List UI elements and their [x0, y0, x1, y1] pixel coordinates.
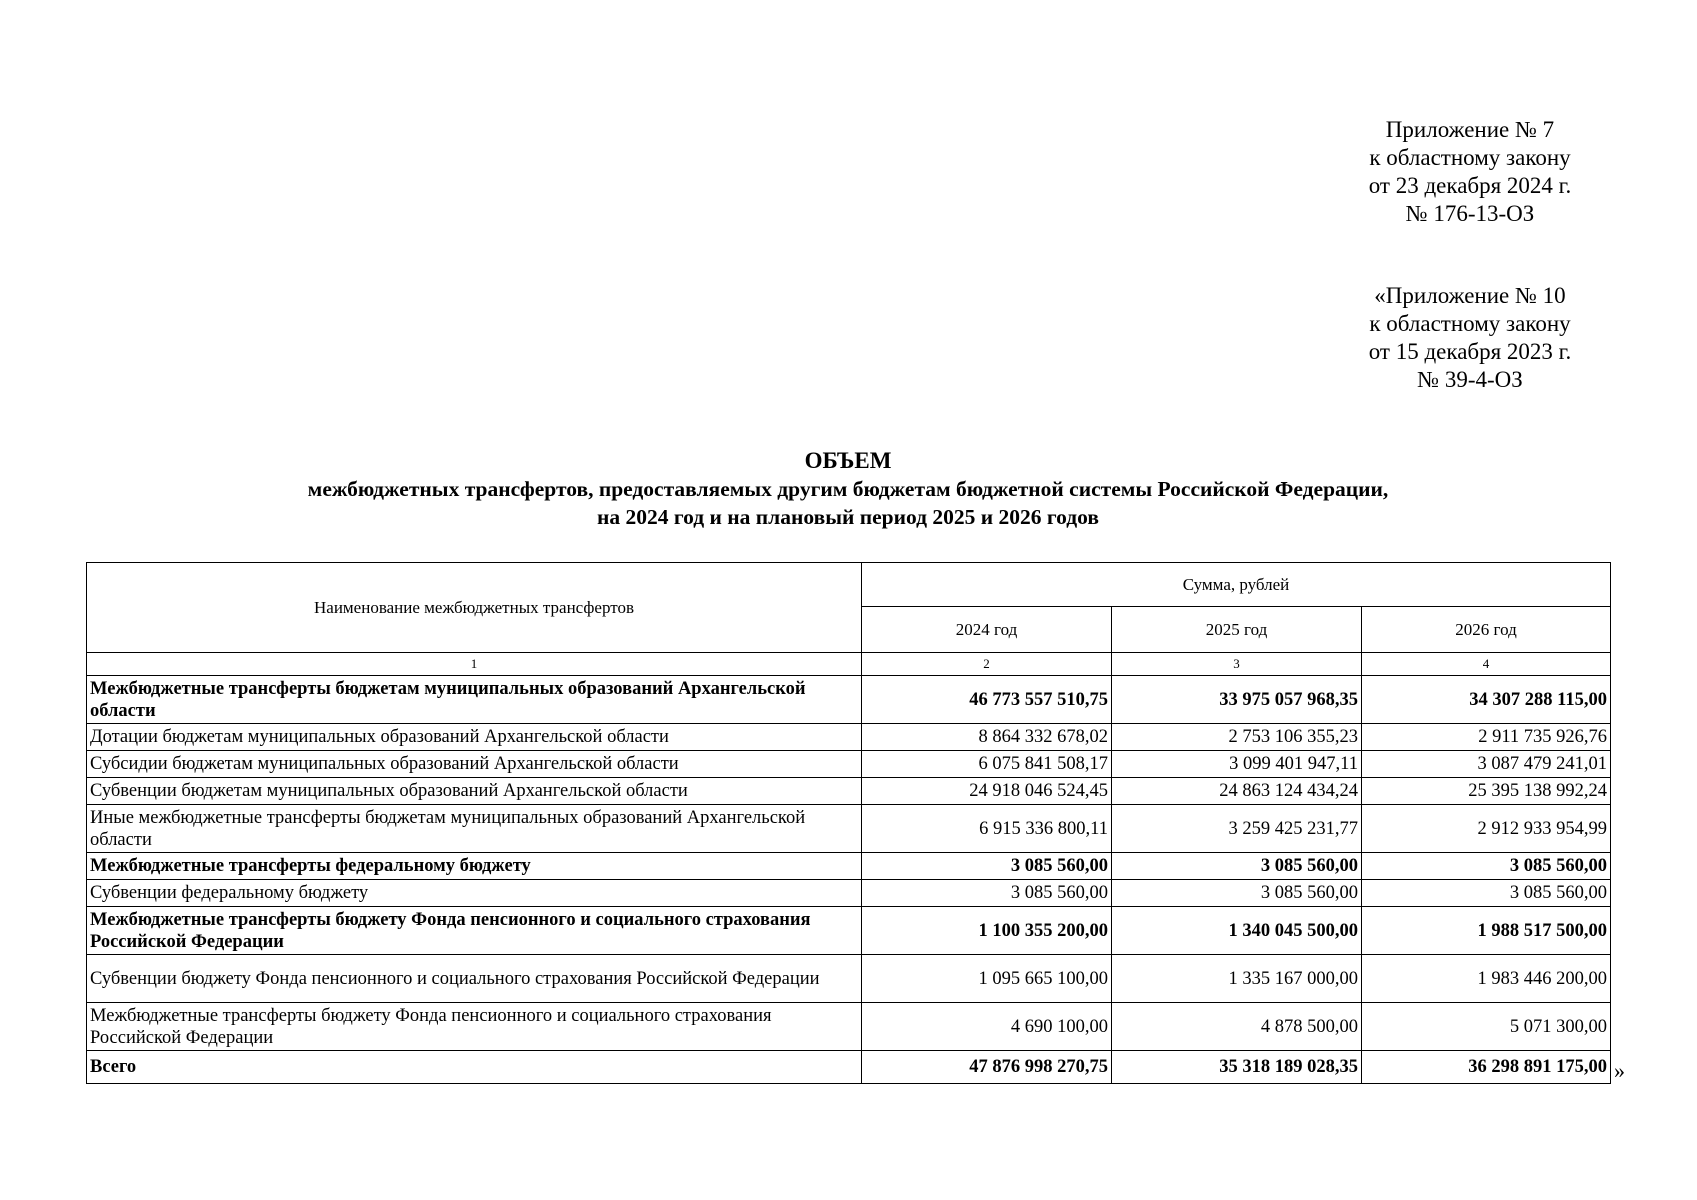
title-period: на 2024 год и на плановый период 2025 и 2026 годов	[597, 505, 1099, 529]
row-value-2024: 1 095 665 100,00	[862, 955, 1112, 1003]
row-value-2026: 5 071 300,00	[1362, 1003, 1611, 1051]
row-value-2026: 34 307 288 115,00	[1362, 676, 1611, 724]
row-value-2024: 6 915 336 800,11	[862, 805, 1112, 853]
closing-quote: »	[1614, 1058, 1625, 1083]
row-value-2024: 8 864 332 678,02	[862, 724, 1112, 751]
row-value-2025: 4 878 500,00	[1112, 1003, 1362, 1051]
appendix-original-line: к областному закону	[1369, 311, 1571, 336]
row-value-2024: 4 690 100,00	[862, 1003, 1112, 1051]
column-number: 4	[1362, 653, 1611, 676]
row-name: Всего	[87, 1051, 862, 1084]
row-name: Субвенции федеральному бюджету	[87, 880, 862, 907]
row-value-2024: 1 100 355 200,00	[862, 907, 1112, 955]
appendix-current-line: от 23 декабря 2024 г.	[1368, 173, 1572, 198]
appendix-original-line: от 15 декабря 2023 г.	[1368, 339, 1572, 364]
row-name: Дотации бюджетам муниципальных образований Архангельской области	[87, 724, 862, 751]
row-name: Межбюджетные трансферты бюджетам муниципальных образований Архангельской области	[87, 676, 862, 724]
title-subheading: межбюджетных трансфертов, предоставляемых другим бюджетам бюджетной системы Российской Федерации,	[307, 477, 1389, 501]
row-value-2025: 1 335 167 000,00	[1112, 955, 1362, 1003]
table-row	[87, 955, 1611, 1003]
row-name: Межбюджетные трансферты бюджету Фонда пенсионного и социального страхования Российской Федерации	[87, 907, 862, 955]
row-value-2026: 1 983 446 200,00	[1362, 955, 1611, 1003]
transfers-table	[86, 562, 1611, 1084]
column-number: 2	[862, 653, 1112, 676]
table-row	[87, 724, 1611, 751]
table-row	[87, 751, 1611, 778]
appendix-original-line: № 39-4-ОЗ	[1417, 367, 1523, 392]
table-row	[87, 676, 1611, 724]
row-value-2026: 36 298 891 175,00	[1362, 1051, 1611, 1084]
table-row	[87, 853, 1611, 880]
row-value-2025: 3 085 560,00	[1112, 853, 1362, 880]
document-title	[86, 447, 1610, 531]
table-row	[87, 1003, 1611, 1051]
row-value-2024: 46 773 557 510,75	[862, 676, 1112, 724]
row-value-2024: 6 075 841 508,17	[862, 751, 1112, 778]
header-year-2024: 2024 год	[862, 607, 1112, 653]
row-value-2025: 3 099 401 947,11	[1112, 751, 1362, 778]
row-value-2026: 2 911 735 926,76	[1362, 724, 1611, 751]
row-value-2026: 3 087 479 241,01	[1362, 751, 1611, 778]
row-name: Иные межбюджетные трансферты бюджетам муниципальных образований Архангельской области	[87, 805, 862, 853]
appendix-current-line: Приложение № 7	[1385, 117, 1555, 142]
row-value-2025: 3 085 560,00	[1112, 880, 1362, 907]
row-value-2025: 24 863 124 434,24	[1112, 778, 1362, 805]
row-value-2025: 2 753 106 355,23	[1112, 724, 1362, 751]
row-value-2025: 1 340 045 500,00	[1112, 907, 1362, 955]
table-row	[87, 1051, 1611, 1084]
row-value-2026: 1 988 517 500,00	[1362, 907, 1611, 955]
column-number: 3	[1112, 653, 1362, 676]
table-row	[87, 805, 1611, 853]
table-row	[87, 778, 1611, 805]
table-row	[87, 907, 1611, 955]
row-value-2024: 3 085 560,00	[862, 880, 1112, 907]
row-value-2024: 24 918 046 524,45	[862, 778, 1112, 805]
table-row	[87, 880, 1611, 907]
row-value-2026: 3 085 560,00	[1362, 853, 1611, 880]
column-number: 1	[87, 653, 862, 676]
column-number-row	[87, 653, 1611, 676]
row-value-2026: 2 912 933 954,99	[1362, 805, 1611, 853]
header-year-2026: 2026 год	[1362, 607, 1611, 653]
header-sum: Сумма, рублей	[862, 563, 1611, 607]
appendix-current-line: к областному закону	[1369, 145, 1571, 170]
row-value-2025: 35 318 189 028,35	[1112, 1051, 1362, 1084]
title-heading: ОБЪЕМ	[804, 448, 892, 473]
appendix-current-reference	[1300, 116, 1640, 228]
row-value-2024: 3 085 560,00	[862, 853, 1112, 880]
row-value-2024: 47 876 998 270,75	[862, 1051, 1112, 1084]
row-name: Субвенции бюджету Фонда пенсионного и социального страхования Российской Федерации	[87, 955, 862, 1003]
row-value-2026: 3 085 560,00	[1362, 880, 1611, 907]
row-name: Межбюджетные трансферты бюджету Фонда пенсионного и социального страхования Российской Федерации	[87, 1003, 862, 1051]
row-name: Субсидии бюджетам муниципальных образований Архангельской области	[87, 751, 862, 778]
appendix-original-line: «Приложение № 10	[1374, 283, 1566, 308]
row-value-2025: 33 975 057 968,35	[1112, 676, 1362, 724]
row-name: Субвенции бюджетам муниципальных образований Архангельской области	[87, 778, 862, 805]
header-year-2025: 2025 год	[1112, 607, 1362, 653]
row-name: Межбюджетные трансферты федеральному бюджету	[87, 853, 862, 880]
header-name: Наименование межбюджетных трансфертов	[87, 563, 862, 653]
appendix-current-line: № 176-13-ОЗ	[1405, 201, 1535, 226]
row-value-2025: 3 259 425 231,77	[1112, 805, 1362, 853]
table-header-row	[87, 563, 1611, 607]
appendix-original-reference	[1300, 282, 1640, 394]
row-value-2026: 25 395 138 992,24	[1362, 778, 1611, 805]
